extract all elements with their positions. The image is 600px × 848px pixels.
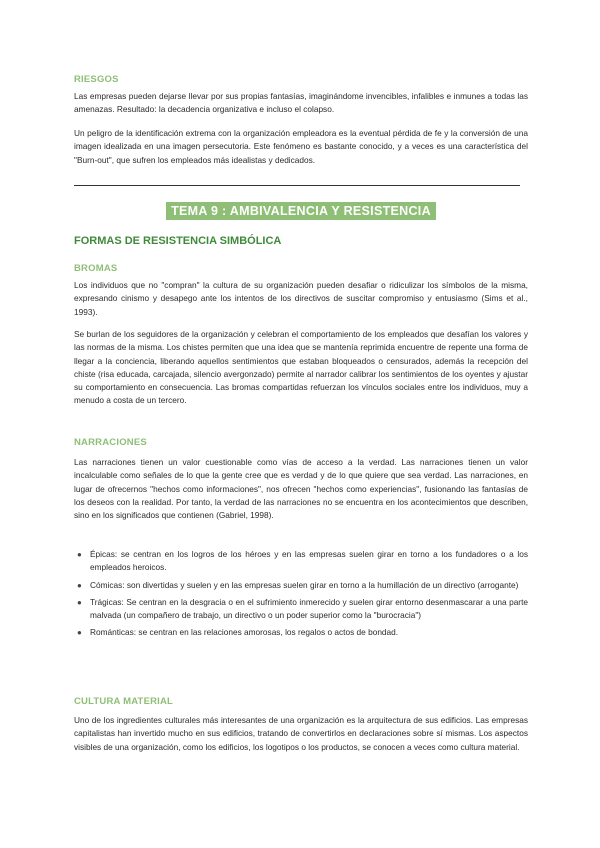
horizontal-rule (74, 185, 520, 186)
paragraph-narraciones-1: Las narraciones tienen un valor cuestionable como vías de acceso a la verdad. Las narraciones tienen un valor incalculable como señales de lo que la gente cree que es verdad y de lo que quiere que sea verdad. Las narraciones, en lugar de ofrecernos "hechos como informaciones", nos ofrecen "hechos como experiencias", fusionando las fantasías de los deseos con la realidad. Por tanto, la verdad de las narraciones no se encuentra en los acontecimientos que describen, sino en los significados que contienen (Gabriel, 1998). (74, 457, 528, 521)
section-heading-narraciones: NARRACIONES (74, 437, 147, 448)
paragraph-cultura-1: Uno de los ingredientes culturales más interesantes de una organización es la arquitectura de sus edificios. Las empresas capitalistas han invertido mucho en sus edificios, tratando de convertirlos en declaraciones sobre sí mismas. Los aspectos visibles de una organización, como los edificios, los logotipos o los productos, se conocen a veces como cultura material. (74, 715, 528, 752)
section-heading-bromas: BROMAS (74, 263, 118, 274)
bullet-icon: ● (77, 628, 82, 638)
subsection-title: FORMAS DE RESISTENCIA SIMBÓLICA (74, 235, 282, 247)
list-item: ● Trágicas: Se centran en la desgracia o en el sufrimiento inmerecido y suelen girar entorno desenmascarar a una parte malvada (un compañero de trabajo, un directivo o un poder superior como la "burocracia") (77, 596, 528, 621)
list-item: ● Épicas: se centran en los logros de los héroes y en las empresas suelen girar en torno a los fundadores o a los empleados heroicos. (77, 549, 528, 573)
bullet-icon: ● (77, 550, 82, 559)
paragraph-riesgos-2: Un peligro de la identificación extrema con la organización empleadora es la eventual pérdida de fe y la conversión de una imagen idealizada en una imagen persecutoria. Este fenómeno es bastante conocido, y a veces es una característica del "Burn-out", que sufren los empleados más idealistas y dedicados. (74, 128, 528, 165)
bullet-icon: ● (77, 597, 82, 607)
chapter-title: TEMA 9 : AMBIVALENCIA Y RESISTENCIA (166, 202, 436, 220)
narrative-types-list (74, 548, 528, 644)
list-item: ● Cómicas: son divertidas y suelen y en las empresas suelen girar en torno a la humillación de un directivo (arrogante) (74, 579, 528, 592)
list-item: ● Románticas: se centran en las relaciones amorosas, los regalos o actos de bondad. (74, 626, 528, 639)
section-heading-cultura-material: CULTURA MATERIAL (74, 696, 174, 707)
paragraph-bromas-2: Se burlan de los seguidores de la organización y celebran el comportamiento de los empleados que desafían los valores y las normas de la misma. Los chistes permiten que una idea que se mantenía reprimida encuentre de repente una forma de llegar a la conciencia, liberando aquellos sentimientos que estaban bloqueados o censurados, además la recepción del chiste (risa educada, carcajada, silencio avergonzado) permite al narrador calibrar los sentimientos de los oyentes y ajustar su comportamiento en consecuencia. Las bromas compartidas refuerzan los vínculos sociales entre los individuos, muy a menudo a costa de un tercero. (74, 329, 528, 406)
section-heading-riesgos: RIESGOS (74, 74, 119, 85)
paragraph-bromas-1: Los individuos que no "compran" la cultura de su organización pueden desafiar o ridiculizar los símbolos de la misma, expresando cinismo y desapego ante los intentos de los directivos de suscitar compromiso y entusiasmo (Sims et al., 1993). (74, 280, 528, 317)
paragraph-riesgos-1: Las empresas pueden dejarse llevar por sus propias fantasías, imaginándome invencibles, infalibles e inmunes a todas las amenazas. Resultado: la decadencia organizativa e incluso el colapso. (74, 91, 528, 115)
bullet-icon: ● (77, 580, 82, 590)
